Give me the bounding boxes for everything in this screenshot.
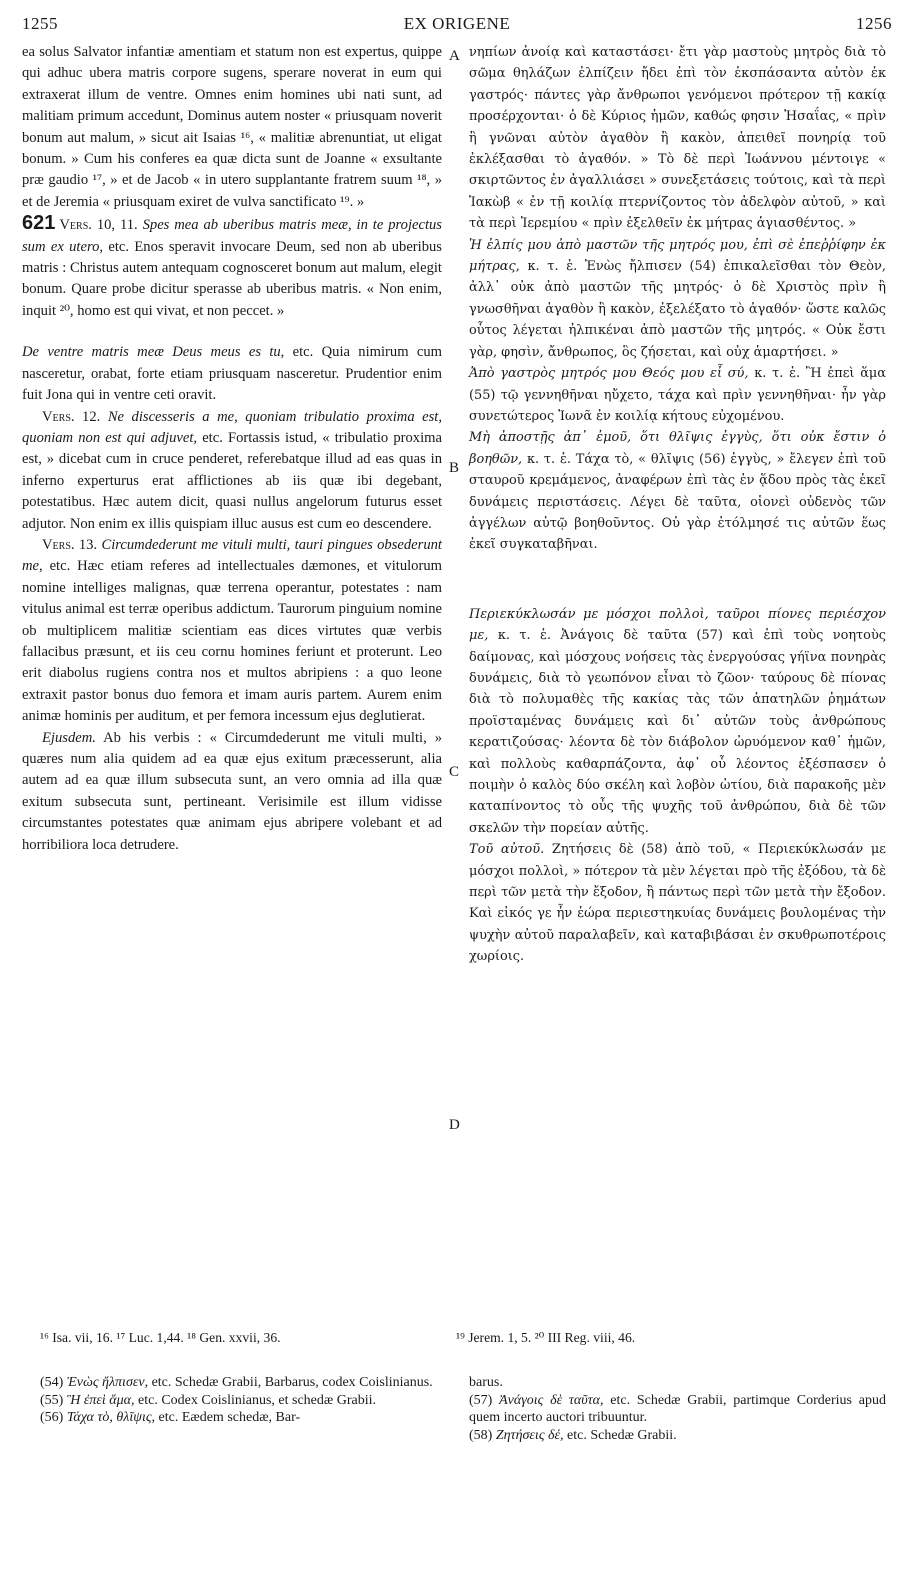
- footnote-number: (56): [40, 1410, 64, 1425]
- commentary-text: κ. τ. ἑ. Ἣ ἐπεὶ ἅμα (55) τῷ γεννηθῆναι ηὔχετο, τάχα καὶ πρὶν γεννηθῆναι· ἦν γὰρ συνετώτερος Ἰωνᾶ ἐν κοιλίᾳ κήτους εὐχομένου.: [469, 366, 886, 424]
- footnote-lemma: Ἐνὼς ἤλπισεν,: [66, 1375, 149, 1390]
- lemma: Circumdederunt me vituli multi, tauri pingues obsederunt me,: [22, 536, 442, 575]
- lemma: Ejusdem.: [42, 729, 96, 746]
- margin-marker-c: C: [449, 764, 460, 780]
- lemma: Ne discesseris a me, quoniam tribulatio proxima est, quoniam non est qui adjuvet,: [22, 408, 443, 446]
- margin-marker-b: B: [449, 460, 460, 476]
- scripture-references-left: ¹⁶ Isa. vii, 16. ¹⁷ Luc. 1,44. ¹⁸ Gen. xxvii, 36.: [40, 1330, 281, 1345]
- lemma: De ventre matris meæ Deus meus es tu,: [22, 344, 285, 361]
- footnote-lemma: Τάχα τὸ, θλῖψις,: [66, 1410, 156, 1425]
- greek-paragraph-6: [469, 839, 886, 967]
- commentary-text: etc. Quia nimirum cum nasceretur, orabat, forte etiam priusquam nasceretur. Prudentior enim fuit Jona qui in ventre ceti oravit.: [22, 344, 442, 404]
- commentary-text: etc. Fortassis istud, « tribulatio proxima est, » dicebat cum in cruce penderet, referebatque illud ad eas quas in inferno experturus erat afflictiones ab iis quæ ibi degebant, potestatibus. Hæc autem dicit, quasi nullus angelorum futurus esset adjutor. Non enim ex illis quispiam illuc ausus est cum eo descendere.: [22, 429, 442, 532]
- section-gap: [22, 322, 442, 342]
- footnote-number: (58): [469, 1427, 493, 1443]
- footnote-lemma: Ζητήσεις δέ,: [495, 1427, 564, 1443]
- commentary-text: etc. Enos speravit invocare Deum, sed non ab uberibus matris : Christus autem antequam cognosceret bonum aut malum, elegit bonum. Quare probe dicitur sperasse ab uberibus matris. « Non enim, inquit ²⁰, homo est qui vivat, et non peccet. »: [22, 238, 442, 319]
- footnotes-left: [40, 1374, 440, 1427]
- greek-paragraph-4: [469, 427, 886, 555]
- commentary-text: κ. τ. ἑ. Ἀνάγοις δὲ ταῦτα (57) καὶ ἐπὶ τοὺς νοητοὺς δαίμονας, καὶ μόσχους νοήσεις τὰς ἐνεργούσας γήϊνα πονηρὰς δυνάμεις, διὰ τὸ γεωπόνον εἶναι τὸ ζῶον· ταύρους δὲ πίονας διὰ τὸ πολυμαθὲς τῆς κακίας τὰς τῶν ἀπατηλῶν ῥημάτων προϊσταμένας δυνάμεις καὶ δι᾽ αὐτῶν τοὺς ἀνθρώπους κερατιζούσας· λέοντα δὲ τὸν διάβολον ὠρυόμενον καθ᾽ ἡμῶν, καὶ πολλοὺς καθαρπάζοντα, ἀφ᾽ οὗ λέοντος ἐξέσπασεν ὁ ποιμὴν ὁ καλὸς δύο σκέλη καὶ λοβὸν ὠτίου, διὰ παρακοῆς μὲν καταπίνοντος τὸ οὖς τῆς ψυχῆς τοῦ ἀνθρώπου, διὰ δὲ τῶν σκελῶν τὴν πορείαν αὐτῆς.: [469, 628, 886, 836]
- footnote-lemma: Ἀνάγοις δὲ ταῦτα,: [499, 1392, 604, 1408]
- greek-paragraph-2: [469, 235, 886, 363]
- verse-reference: Vers. 10, 11.: [59, 217, 138, 234]
- commentary-text: κ. τ. ἑ. Τάχα τὸ, « θλῖψις (56) ἐγγὺς, » ἔλεγεν ἐπὶ τοῦ σταυροῦ κρεμάμενος, ἀναφέρων ἐπὶ τὰς ἐν ᾅδου πρὸς τὰς ἐκεῖ δυνάμεις περιστάσεις. Λέγει δὲ ταῦτα, οἱονεὶ οὐδενὸς τῶν ἀγγέλων αὐτῷ βοηθοῦντος. Οὐ γὰρ ἐτόλμησέ τις αὐτῶν ἕως ἐκεῖ συγκαταβῆναι.: [469, 451, 886, 553]
- latin-paragraph-3: [22, 342, 442, 406]
- footnote-57: [469, 1392, 886, 1427]
- footnote-text: etc. Eædem schedæ, Bar-: [155, 1410, 301, 1425]
- running-title: EX ORIGENE: [403, 14, 511, 33]
- latin-paragraph-4: [22, 407, 442, 535]
- running-header: [22, 14, 892, 38]
- footnote-text: etc. Schedæ Grabii.: [563, 1427, 677, 1443]
- margin-marker-a: A: [449, 48, 460, 64]
- lemma: Ἀπὸ γαστρὸς μητρός μου Θεός μου εἶ σύ,: [469, 366, 749, 382]
- latin-paragraph-1: ea solus Salvator infantiæ amentiam et statum non est expertus, quippe qui adhuc ubera matris corpore sugens, sperare noverat in eum qui extraxerat illum de ventre. Omnes enim homines ubi nati sunt, ad malitiam primum accedunt, Dominus autem noster « priusquam noverit bonum aut malum, » sicut ait Isaias ¹⁶, « malitiæ abrenuntiat, ut eligat bonum. » Cum his conferes ea quæ dicta sunt de Joanne « exsultante præ gaudio ¹⁷, » et de Jacob « in utero supplantante fratrem suum ¹⁸, » et de Jeremia « priusquam exiret de vulva sanctificato ¹⁹. »: [22, 44, 442, 210]
- footnote-56-continued: barus.: [469, 1375, 503, 1390]
- margin-marker-d: D: [449, 1117, 460, 1133]
- latin-column: [22, 42, 442, 856]
- footnote-lemma: Ἣ ἐπεὶ ἅμα,: [66, 1392, 135, 1408]
- page-number-right: 1256: [856, 14, 892, 33]
- footnote-number: (57): [469, 1392, 493, 1408]
- commentary-text: etc. Hæc etiam referes ad intellectuales dæmones, et vitulorum nomine intelliges malignas, quæ terrena operantur, potestates : nam vitulus animal est terræ operibus addictum. Taurorum pinguium nomine ob multiplicem malitiæ scientiam eas dices virtutes quæ verbis fallacibus præsunt, et iis ceu cornu homines feriunt et proterunt. Leo erit diabolus rugiens contra nos et multos abripiens : a quo leone extraxit pastor bonus duo femora et imam auris partem. Aurem enim animæ hominis per auditum, et per femora incessum ejus deglutierat.: [22, 558, 442, 725]
- verse-reference: Vers. 13.: [42, 536, 98, 553]
- footnote-number: (54): [40, 1375, 64, 1390]
- lemma: Μὴ ἀποστῇς ἀπ᾽ ἐμοῦ, ὅτι θλῖψις ἐγγὺς, ὅτι οὐκ ἔστιν ὁ βοηθῶν,: [469, 430, 886, 467]
- latin-paragraph-5: [22, 535, 442, 728]
- footnote-number: (55): [40, 1392, 64, 1408]
- footnote-56: [40, 1409, 440, 1427]
- greek-column: [469, 42, 886, 968]
- footnote-55: [40, 1392, 440, 1410]
- footnote-54: [40, 1374, 440, 1392]
- commentary-text: Ζητήσεις δὲ (58) ἀπὸ τοῦ, « Περιεκύκλωσάν με μόσχοι πολλοὶ, » πότερον τὰ μὲν λέγεται πρὸ τῆς ἐξόδου, τὰ δὲ περὶ τῶν μετὰ τὴν ἔξοδον, ἢ πάντως περὶ τῶν μετὰ τὴν ἔξοδον. Καὶ εἰκός γε ἦν ἑώρα περιεστηκυίας δυνάμεις βουλομένας τὴν ψυχὴν αὐτοῦ παραλαβεῖν, καὶ καταβιβάσαι ἐν σκυθρωποτέροις χωρίοις.: [469, 842, 886, 965]
- verse-reference: Vers. 12.: [42, 408, 101, 425]
- footnote-58: [469, 1427, 886, 1445]
- footnote-text: etc. Codex Coislinianus, et schedæ Grabii.: [134, 1392, 376, 1408]
- latin-paragraph-2: [22, 213, 442, 322]
- footnote-text: etc. Schedæ Grabii, partimque Corderius apud quem incerto auctori tribuuntur.: [469, 1392, 886, 1425]
- commentary-text: , κ. τ. ἑ. Ἐνὼς ἤλπισεν (54) ἐπικαλεῖσθαι τὸν Θεὸν, ἀλλ᾽ οὐκ ἀπὸ μαστῶν τῆς μητρός· ὁ δὲ Χριστὸς πρὶν ἢ γνωσθῆναι ἀγαθὸν ἢ κακὸν, ἐξελέξατο τὸ ἀγαθόν· ὥστε καλῶς οὗτος λέγεται ἠλπικέναι ἀπὸ μαστῶν τῆς μητρός. « Οὐκ ἔστι γὰρ, φησὶν, ἄνθρωπος, ὃς ζήσεται, καὶ οὐχ ἁμαρτήσει. »: [469, 259, 886, 360]
- page-number-left: 1255: [22, 14, 58, 33]
- column-number: 621: [22, 212, 56, 235]
- lemma: Spes mea ab uberibus matris meæ, in te projectus sum ex utero,: [22, 217, 442, 255]
- commentary-text: Ab his verbis : « Circumdederunt me vituli multi, » quæres num alia quidem ad ea quæ ejus exitum præcesserunt, alia autem ad ea quæ illum subsecuta sunt, an vero omnia ad illa quæ exitum subsecuta sunt, pertineant. Verisimile est illum vidisse circumstantes potestates quæ animam ejus abripere volebant et ad horribiliora loca detrudere.: [22, 729, 442, 853]
- lemma: Τοῦ αὐτοῦ.: [469, 842, 545, 858]
- scripture-references-right: ¹⁹ Jerem. 1, 5. ²⁰ III Reg. viii, 46.: [456, 1330, 636, 1345]
- lemma: Περιεκύκλωσάν με μόσχοι πολλοὶ, ταῦροι πίονες περιέσχον με,: [469, 606, 886, 644]
- section-gap: [469, 556, 886, 604]
- greek-paragraph-5: [469, 604, 886, 839]
- greek-paragraph-3: [469, 363, 886, 427]
- lemma: Ἡ ἐλπίς μου ἀπὸ μαστῶν τῆς μητρός μου, ἐπὶ σὲ ἐπεῤῥίφην ἐκ μήτρας: [469, 237, 886, 275]
- footnote-text: etc. Schedæ Grabii, Barbarus, codex Coislinianus.: [148, 1375, 433, 1390]
- latin-paragraph-6: [22, 728, 442, 856]
- footnotes-right: [469, 1374, 886, 1444]
- greek-paragraph-1: νηπίων ἀνοίᾳ καὶ καταστάσει· ἔτι γὰρ μαστοὺς μητρὸς διὰ τὸ σῶμα θηλάζων ἐλπίζειν ἤδει ἐπὶ τὸν ἐκσπάσαντα αὐτὸν ἐκ γαστρός· πάντες γὰρ ἄνθρωποι γενόμενοι πρότερον τῇ κακίᾳ προσέρχονται· ὁ δὲ Κύριος ἡμῶν, καθώς φησιν Ἡσαΐας, « πρὶν ἢ γνῶναι αὐτὸν ἀγαθὸν ἢ κακὸν, ἀπειθεῖ πονηρίᾳ τοῦ ἐκλέξασθαι τὸ ἀγαθόν. » Τὸ δὲ περὶ Ἰωάννου μέντοιγε « σκιρτῶντος ἐν ἀγαλλιάσει » συνεξετάσεις τούτοις, καὶ τὰ περὶ Ἰακὼβ « ἐν τῇ κοιλίᾳ πτερνίζοντος τὸν ἀδελφὸν αὐτοῦ, » καὶ τὰ περὶ Ἱερεμίου « πρὶν ἐξελθεῖν ἐκ μήτρας ἁγιασθέντος. »: [469, 45, 886, 232]
